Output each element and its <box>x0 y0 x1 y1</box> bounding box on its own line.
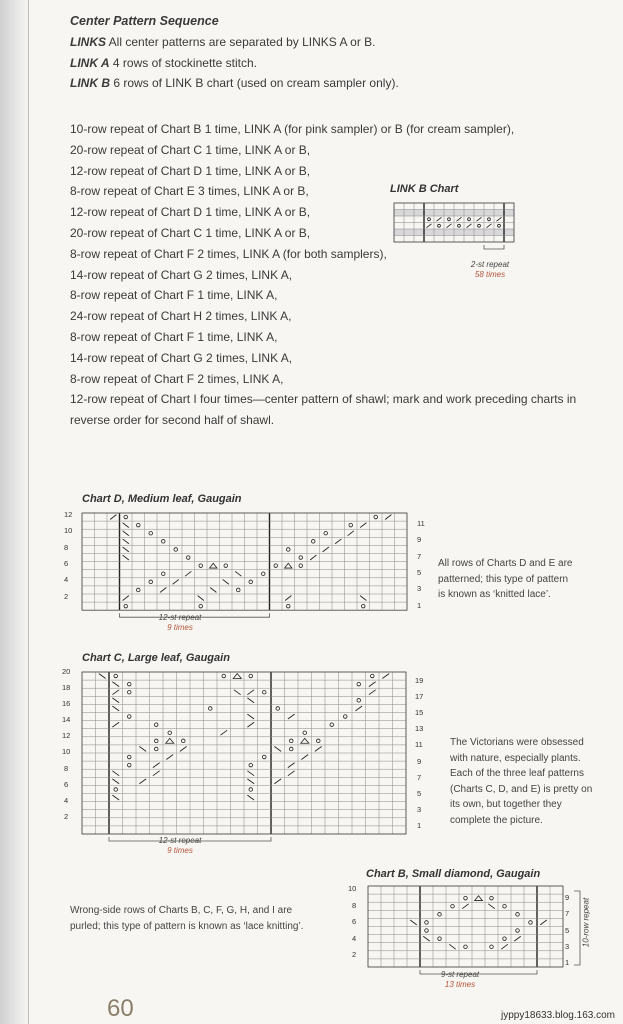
chart-b-times-label: 13 times <box>444 980 476 989</box>
sequence-line: 8-row repeat of Chart F 2 times, LINK A, <box>70 371 284 386</box>
k2tog-symbol <box>153 763 160 768</box>
row-number: 11 <box>415 740 423 749</box>
ssk-symbol <box>210 588 216 593</box>
yarn-over-symbol <box>186 556 190 560</box>
yarn-over-symbol <box>127 690 131 694</box>
row-number: 20 <box>62 667 71 676</box>
yarn-over-symbol <box>154 739 158 743</box>
yarn-over-symbol <box>261 572 265 576</box>
yarn-over-symbol <box>154 747 158 751</box>
yarn-over-symbol <box>299 556 303 560</box>
link-b-repeat-label: 2-st repeat <box>470 260 510 269</box>
chart-b-grid <box>368 886 563 968</box>
k2tog-symbol <box>335 539 341 544</box>
yarn-over-symbol <box>199 564 203 568</box>
yarn-over-symbol <box>357 699 361 703</box>
row-number: 11 <box>417 519 425 528</box>
ssk-symbol <box>112 771 119 776</box>
row-number: 12 <box>62 731 71 740</box>
k2tog-symbol <box>288 714 295 719</box>
yarn-over-symbol <box>464 896 468 900</box>
row-number: 3 <box>417 584 422 593</box>
ssk-symbol <box>423 936 430 941</box>
k2tog-symbol <box>110 515 116 520</box>
link-b-key: LINK B <box>70 76 110 91</box>
sequence-line: 24-row repeat of Chart H 2 times, LINK A, <box>70 309 292 324</box>
row-number: 17 <box>415 692 424 701</box>
yarn-over-symbol <box>428 218 431 221</box>
yarn-over-symbol <box>161 572 165 576</box>
yarn-over-symbol <box>438 224 441 227</box>
row-number: 9 <box>565 893 570 902</box>
yarn-over-symbol <box>498 224 501 227</box>
yarn-over-symbol <box>114 788 118 792</box>
links-key: LINKS <box>70 34 106 49</box>
yarn-over-symbol <box>136 523 140 527</box>
yarn-over-symbol <box>529 921 533 925</box>
yarn-over-symbol <box>262 755 266 759</box>
links-line <box>70 32 600 53</box>
yarn-over-symbol <box>168 731 172 735</box>
ssk-symbol <box>247 779 254 784</box>
ssk-symbol <box>123 547 129 552</box>
double-decrease-symbol <box>301 738 309 743</box>
sequence-line: 8-row repeat of Chart F 2 times, LINK A (for both samplers), <box>70 246 387 261</box>
link-a-line <box>70 53 600 74</box>
chart-d-grid <box>82 513 412 611</box>
chart-c-title: Chart C, Large leaf, Gaugain <box>82 652 230 664</box>
ssk-symbol <box>274 747 281 752</box>
chart-c-times-label: 9 times <box>167 846 193 855</box>
yarn-over-symbol <box>249 788 253 792</box>
yarn-over-symbol <box>174 548 178 552</box>
yarn-over-symbol <box>438 913 442 917</box>
yarn-over-symbol <box>289 739 293 743</box>
sequence-line: 12-row repeat of Chart I four times—center pattern of shawl; mark and work preceding charts in <box>70 392 577 407</box>
k2tog-symbol <box>153 771 160 776</box>
k2tog-symbol <box>467 224 472 228</box>
row-number: 15 <box>415 708 424 717</box>
yarn-over-symbol <box>249 674 253 678</box>
ssk-symbol <box>112 779 119 784</box>
row-number: 7 <box>565 909 570 918</box>
ssk-symbol <box>112 698 119 703</box>
yarn-over-symbol <box>249 580 253 584</box>
double-decrease-symbol <box>210 563 218 568</box>
ssk-symbol <box>247 795 254 800</box>
k2tog-symbol <box>514 936 521 941</box>
ssk-symbol <box>223 579 229 584</box>
yarn-over-symbol <box>276 707 280 711</box>
yarn-over-symbol <box>136 588 140 592</box>
row-number: 10 <box>62 747 71 756</box>
yarn-over-symbol <box>516 929 520 933</box>
row-number: 5 <box>417 568 422 577</box>
link-b-chart-grid <box>394 203 520 245</box>
yarn-over-symbol <box>114 674 118 678</box>
row-number: 6 <box>64 559 69 568</box>
yarn-over-symbol <box>236 588 240 592</box>
sequence-line: 8-row repeat of Chart F 1 time, LINK A, <box>70 329 278 344</box>
yarn-over-symbol <box>330 723 334 727</box>
ssk-symbol <box>235 571 241 576</box>
wrong-side-note: Wrong-side rows of Charts B, C, F, G, H, and I are purled; this type of pattern is known as ‘lace knitting’. <box>70 905 304 932</box>
link-b-times-label: 58 times <box>474 270 506 279</box>
yarn-over-symbol <box>490 896 494 900</box>
k2tog-symbol <box>220 730 227 735</box>
chart-c-note: The Victorians were obsessed with nature, especially plants. Each of the three leaf patterns (Charts C, D, and E) is pretty on its own, but together they complete the picture. <box>450 737 593 826</box>
yarn-over-symbol <box>357 682 361 686</box>
k2tog-symbol <box>487 224 492 228</box>
yarn-over-symbol <box>149 531 153 535</box>
row-number: 2 <box>352 950 357 959</box>
yarn-over-symbol <box>208 707 212 711</box>
chart-c-repeat-label: 12-st repeat <box>158 836 202 845</box>
k2tog-symbol <box>288 763 295 768</box>
yarn-over-symbol <box>127 682 131 686</box>
chart-b-title: Chart B, Small diamond, Gaugain <box>366 868 541 880</box>
sequence-line: reverse order for second half of shawl. <box>70 413 275 428</box>
sequence-line: 14-row repeat of Chart G 2 times, LINK A, <box>70 267 293 282</box>
link-a-key: LINK A <box>70 55 110 70</box>
yarn-over-symbol <box>127 715 131 719</box>
ssk-symbol <box>112 706 119 711</box>
double-decrease-symbol <box>233 674 241 679</box>
k2tog-symbol <box>185 571 191 576</box>
yarn-over-symbol <box>154 723 158 727</box>
row-number: 16 <box>62 699 71 708</box>
yarn-over-symbol <box>299 564 303 568</box>
yarn-over-symbol <box>127 755 131 759</box>
yarn-over-symbol <box>199 604 203 608</box>
links-text: All center patterns are separated by LINKS A or B. <box>106 34 376 49</box>
ssk-symbol <box>247 771 254 776</box>
row-number: 3 <box>565 942 570 951</box>
k2tog-symbol <box>160 588 166 593</box>
k2tog-symbol <box>112 722 119 727</box>
ssk-symbol <box>123 539 129 544</box>
k2tog-symbol <box>540 920 547 925</box>
sequence-line: 12-row repeat of Chart D 1 time, LINK A or B, <box>70 205 311 220</box>
double-decrease-symbol <box>475 896 483 901</box>
yarn-over-symbol <box>311 540 315 544</box>
sequence-line: 8-row repeat of Chart E 3 times, LINK A or B, <box>70 184 309 199</box>
row-number: 3 <box>417 805 422 814</box>
yarn-over-symbol <box>448 218 451 221</box>
yarn-over-symbol <box>262 690 266 694</box>
row-number: 10 <box>64 526 73 535</box>
yarn-over-symbol <box>124 604 128 608</box>
k2tog-symbol <box>301 755 308 760</box>
k2tog-symbol <box>497 217 502 221</box>
yarn-over-symbol <box>361 604 365 608</box>
ssk-symbol <box>99 674 106 679</box>
yarn-over-symbol <box>324 531 328 535</box>
ssk-symbol <box>112 795 119 800</box>
row-number: 19 <box>415 676 424 685</box>
link-b-chart-title: LINK B Chart <box>390 183 459 195</box>
row-number: 6 <box>64 780 69 789</box>
k2tog-symbol <box>437 217 442 221</box>
chart-d-title: Chart D, Medium leaf, Gaugain <box>82 493 242 505</box>
row-number: 8 <box>64 764 69 773</box>
yarn-over-symbol <box>425 929 429 933</box>
yarn-over-symbol <box>468 218 471 221</box>
yarn-over-symbol <box>149 580 153 584</box>
sequence-line: 20-row repeat of Chart C 1 time, LINK A or B, <box>70 142 311 157</box>
k2tog-symbol <box>173 579 179 584</box>
row-number: 5 <box>565 926 570 935</box>
row-number: 6 <box>352 917 357 926</box>
footer-url: jyppy18633.blog.163.com <box>501 1010 615 1021</box>
row-number: 7 <box>417 773 422 782</box>
ssk-symbol <box>247 698 254 703</box>
k2tog-symbol <box>348 531 354 536</box>
spine-edge <box>28 0 29 1024</box>
row-number: 1 <box>417 821 422 830</box>
row-number: 9 <box>417 535 422 544</box>
yarn-over-symbol <box>503 904 507 908</box>
ssk-symbol <box>360 596 366 601</box>
k2tog-symbol <box>427 224 432 228</box>
link-b-line <box>70 73 600 94</box>
k2tog-symbol <box>247 690 254 695</box>
sequence-list <box>70 119 600 431</box>
row-number: 18 <box>62 683 71 692</box>
k2tog-symbol <box>274 779 281 784</box>
k2tog-symbol <box>369 682 376 687</box>
k2tog-symbol <box>369 690 376 695</box>
k2tog-symbol <box>501 944 508 949</box>
row-number: 12 <box>64 510 73 519</box>
k2tog-symbol <box>382 674 389 679</box>
double-decrease-symbol <box>166 738 174 743</box>
k2tog-symbol <box>166 755 173 760</box>
yarn-over-symbol <box>370 674 374 678</box>
ssk-symbol <box>123 523 129 528</box>
chart-c-grid <box>82 672 412 834</box>
section-heading: Center Pattern Sequence <box>70 14 219 28</box>
yarn-over-symbol <box>343 715 347 719</box>
yarn-over-symbol <box>478 224 481 227</box>
k2tog-symbol <box>310 555 316 560</box>
yarn-over-symbol <box>222 674 226 678</box>
row-number: 1 <box>565 958 570 967</box>
row-number: 2 <box>64 592 69 601</box>
row-number: 14 <box>62 715 71 724</box>
ssk-symbol <box>247 714 254 719</box>
yarn-over-symbol <box>438 937 442 941</box>
k2tog-symbol <box>355 706 362 711</box>
yarn-over-symbol <box>127 763 131 767</box>
sequence-line: 14-row repeat of Chart G 2 times, LINK A, <box>70 350 293 365</box>
row-number: 5 <box>417 789 422 798</box>
yarn-over-symbol <box>124 515 128 519</box>
yarn-over-symbol <box>458 224 461 227</box>
ssk-symbol <box>449 944 456 949</box>
k2tog-symbol <box>139 779 146 784</box>
k2tog-symbol <box>385 515 391 520</box>
chart-d-repeat-label: 12-st repeat <box>158 613 202 622</box>
yarn-over-symbol <box>490 945 494 949</box>
yarn-over-symbol <box>224 564 228 568</box>
row-number: 4 <box>64 575 69 584</box>
yarn-over-symbol <box>451 904 455 908</box>
book-spine-shadow <box>0 0 30 1024</box>
k2tog-symbol <box>315 747 322 752</box>
k2tog-symbol <box>323 547 329 552</box>
page-number: 60 <box>107 995 134 1022</box>
ssk-symbol <box>139 747 146 752</box>
row-number: 1 <box>417 601 422 610</box>
ssk-symbol <box>123 531 129 536</box>
sequence-line: 8-row repeat of Chart F 1 time, LINK A, <box>70 288 278 303</box>
yarn-over-symbol <box>425 921 429 925</box>
yarn-over-symbol <box>286 604 290 608</box>
sequence-line: 20-row repeat of Chart C 1 time, LINK A or B, <box>70 225 311 240</box>
yarn-over-symbol <box>181 739 185 743</box>
yarn-over-symbol <box>374 515 378 519</box>
row-number: 13 <box>415 724 424 733</box>
row-number: 10 <box>348 884 357 893</box>
row-number: 4 <box>352 934 357 943</box>
k2tog-symbol <box>112 690 119 695</box>
yarn-over-symbol <box>289 747 293 751</box>
row-number: 9 <box>417 757 422 766</box>
yarn-over-symbol <box>303 731 307 735</box>
ssk-symbol <box>410 920 417 925</box>
yarn-over-symbol <box>488 218 491 221</box>
yarn-over-symbol <box>464 945 468 949</box>
ssk-symbol <box>234 690 241 695</box>
intro-block <box>70 11 600 94</box>
row-number: 8 <box>352 901 357 910</box>
link-b-text: 6 rows of LINK B chart (used on cream sampler only). <box>110 76 399 91</box>
k2tog-symbol <box>180 747 187 752</box>
yarn-over-symbol <box>286 548 290 552</box>
ssk-symbol <box>488 904 495 909</box>
k2tog-symbol <box>477 217 482 221</box>
row-number: 8 <box>64 543 69 552</box>
chart-b-row-repeat-label: 10-row repeat <box>581 897 591 948</box>
chart-d-note: All rows of Charts D and E are patterned; this type of pattern is known as ‘knitted lace’. <box>438 558 573 600</box>
link-a-text: 4 rows of stockinette stitch. <box>109 55 257 70</box>
k2tog-symbol <box>247 722 254 727</box>
yarn-over-symbol <box>274 564 278 568</box>
yarn-over-symbol <box>316 739 320 743</box>
row-number: 4 <box>64 796 69 805</box>
sequence-line: 12-row repeat of Chart D 1 time, LINK A or B, <box>70 163 311 178</box>
yarn-over-symbol <box>516 913 520 917</box>
ssk-symbol <box>123 555 129 560</box>
k2tog-symbol <box>447 224 452 228</box>
double-decrease-symbol <box>285 563 293 568</box>
k2tog-symbol <box>123 596 129 601</box>
row-number: 7 <box>417 552 422 561</box>
ssk-symbol <box>112 682 119 687</box>
k2tog-symbol <box>288 771 295 776</box>
yarn-over-symbol <box>503 937 507 941</box>
k2tog-symbol <box>285 596 291 601</box>
ssk-symbol <box>198 596 204 601</box>
k2tog-symbol <box>360 523 366 528</box>
yarn-over-symbol <box>161 540 165 544</box>
yarn-over-symbol <box>349 523 353 527</box>
chart-b-repeat-label: 9-st repeat <box>440 970 480 979</box>
row-number: 2 <box>64 812 69 821</box>
yarn-over-symbol <box>249 763 253 767</box>
sequence-line: 10-row repeat of Chart B 1 time, LINK A (for pink sampler) or B (for cream sampler), <box>70 122 515 136</box>
k2tog-symbol <box>457 217 462 221</box>
chart-d-times-label: 9 times <box>167 623 193 632</box>
k2tog-symbol <box>462 904 469 909</box>
